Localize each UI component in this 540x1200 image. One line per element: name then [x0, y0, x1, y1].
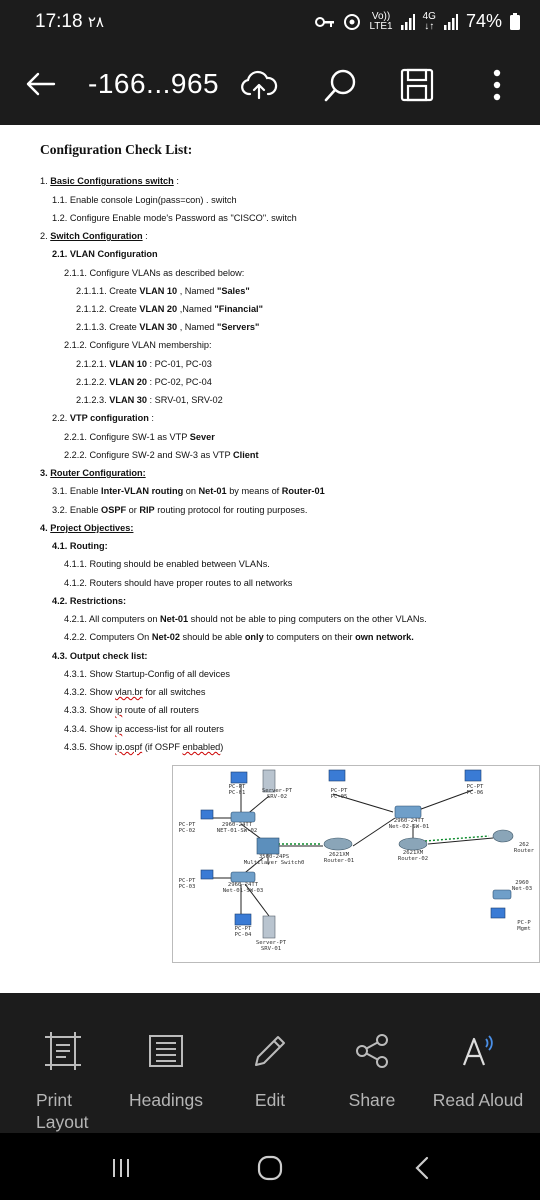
more-icon[interactable]	[478, 66, 516, 104]
node-pc-05: PC-PT PC-05	[330, 788, 348, 800]
cloud-upload-icon[interactable]	[240, 66, 278, 104]
doc-line: 4.3.3. Show ip route of all routers	[64, 705, 199, 715]
doc-line: 2.1.2.1. VLAN 10 : PC-01, PC-03	[76, 359, 212, 369]
doc-line: 2.1.1.1. Create VLAN 10 , Named "Sales"	[76, 286, 250, 296]
document-page[interactable]	[0, 125, 540, 993]
doc-heading: Configuration Check List:	[40, 142, 193, 157]
doc-line: 2.2.1. Configure SW-1 as VTP Sever	[64, 432, 215, 442]
node-sw-02: 2960-24TT NET-01-SW-02	[216, 822, 258, 834]
doc-line: 4.2. Restrictions:	[52, 596, 127, 606]
node-router-03: 262 Router	[513, 842, 535, 854]
doc-line: 2. Switch Configuration :	[40, 231, 148, 241]
node-router-01: 2621XM Router-01	[323, 852, 355, 864]
search-icon[interactable]	[322, 66, 360, 104]
node-srv-02: Server-PT SRV-02	[261, 788, 293, 800]
doc-line: 3.1. Enable Inter-VLAN routing on Net-01 by means of Router-01	[52, 486, 325, 496]
network-type: 4G ↓↑	[422, 10, 436, 32]
vpn-key-icon	[315, 15, 335, 29]
doc-line: 2.1.2.3. VLAN 30 : SRV-01, SRV-02	[76, 395, 223, 405]
share-icon	[352, 1031, 392, 1071]
node-pc-01: PC-PT PC-01	[228, 784, 246, 796]
status-bar	[0, 0, 540, 46]
doc-line: 2.1. VLAN Configuration	[52, 249, 158, 259]
doc-line: 2.1.1. Configure VLANs as described below:	[64, 268, 245, 278]
battery-icon	[510, 13, 520, 30]
home-icon[interactable]	[255, 1153, 285, 1183]
battery-percent: 74%	[465, 11, 502, 31]
read-aloud-button[interactable]: Read Aloud	[426, 993, 530, 1133]
node-pc-02: PC-PT PC-02	[178, 822, 196, 834]
doc-line: 4.2.2. Computers On Net-02 should be able only to computers on their own network.	[64, 632, 414, 642]
node-multilayer-switch: 3560-24PS Multilayer Switch0	[243, 854, 305, 866]
volte-indicator: Vo)) LTE1	[369, 10, 393, 32]
edit-button[interactable]: Edit	[230, 993, 310, 1133]
node-pc-03: PC-PT PC-03	[178, 878, 196, 890]
document-title: -166...965	[88, 68, 220, 99]
headings-button[interactable]: Headings	[116, 993, 216, 1133]
doc-line: 2.1.2.2. VLAN 20 : PC-02, PC-04	[76, 377, 212, 387]
node-pc-06: PC-PT PC-06	[466, 784, 484, 796]
doc-line: 1.2. Configure Enable mode's Password as "CISCO". switch	[52, 213, 297, 223]
node-router-02: 2621XM Router-02	[397, 850, 429, 862]
network-diagram	[172, 765, 540, 963]
node-sw-04: 2960 Net-03	[511, 880, 533, 892]
doc-line: 4.3.4. Show ip access-list for all routers	[64, 724, 224, 734]
node-sw-03: 2960-24TT Net-01-SW-03	[222, 882, 264, 894]
recents-icon[interactable]	[106, 1153, 136, 1183]
back-arrow-icon[interactable]	[22, 66, 58, 102]
doc-line: 3.2. Enable OSPF or RIP routing protocol for routing purposes.	[52, 505, 308, 515]
status-time: 17:18 ۲۸	[35, 11, 104, 32]
signal-icon	[401, 14, 415, 30]
node-srv-01: Server-PT SRV-01	[255, 940, 287, 952]
status-icons	[315, 11, 520, 32]
doc-line: 4.1. Routing:	[52, 541, 108, 551]
node-mgmt: PC-P Mgmt	[517, 920, 531, 932]
bottom-toolbar	[0, 993, 540, 1133]
app-bar	[0, 46, 540, 125]
pencil-icon	[250, 1031, 290, 1071]
read-aloud-icon	[458, 1031, 498, 1071]
doc-line: 4.1.1. Routing should be enabled between VLANs.	[64, 559, 270, 569]
back-icon[interactable]	[408, 1153, 438, 1183]
node-sw-01: 2960-24TT Net-02-SW-01	[388, 818, 430, 830]
doc-line: 4.3.1. Show Startup-Config of all devices	[64, 669, 230, 679]
doc-line: 3. Router Configuration:	[40, 468, 146, 478]
share-button[interactable]: Share	[332, 993, 412, 1133]
doc-line: 4.3.2. Show vlan.br for all switches	[64, 687, 206, 697]
doc-line: 4.1.2. Routers should have proper routes to all networks	[64, 578, 293, 588]
print-layout-icon	[43, 1031, 83, 1071]
doc-line: 4.2.1. All computers on Net-01 should not be able to ping computers on the other VLANs.	[64, 614, 427, 624]
node-pc-04: PC-PT PC-04	[234, 926, 252, 938]
save-icon[interactable]	[398, 66, 436, 104]
navigation-bar	[0, 1133, 540, 1200]
headings-icon	[146, 1031, 186, 1071]
doc-line: 2.2.2. Configure SW-2 and SW-3 as VTP Client	[64, 450, 259, 460]
doc-line: 2.1.1.3. Create VLAN 30 , Named "Servers"	[76, 322, 260, 332]
doc-line: 4.3.5. Show ip.ospf (if OSPF enbabled)	[64, 742, 224, 752]
doc-line: 4.3. Output check list:	[52, 651, 148, 661]
doc-line: 2.1.2. Configure VLAN membership:	[64, 340, 212, 350]
doc-line: 2.2. VTP configuration :	[52, 413, 154, 423]
signal-icon-2	[444, 14, 458, 30]
print-layout-button[interactable]: Print Layout	[20, 993, 106, 1133]
doc-line: 1. Basic Configurations switch :	[40, 176, 179, 186]
doc-line: 2.1.1.2. Create VLAN 20 ,Named "Financial"	[76, 304, 263, 314]
hotspot-icon	[343, 13, 361, 31]
doc-line: 1.1. Enable console Login(pass=con) . switch	[52, 195, 237, 205]
doc-line: 4. Project Objectives:	[40, 523, 134, 533]
